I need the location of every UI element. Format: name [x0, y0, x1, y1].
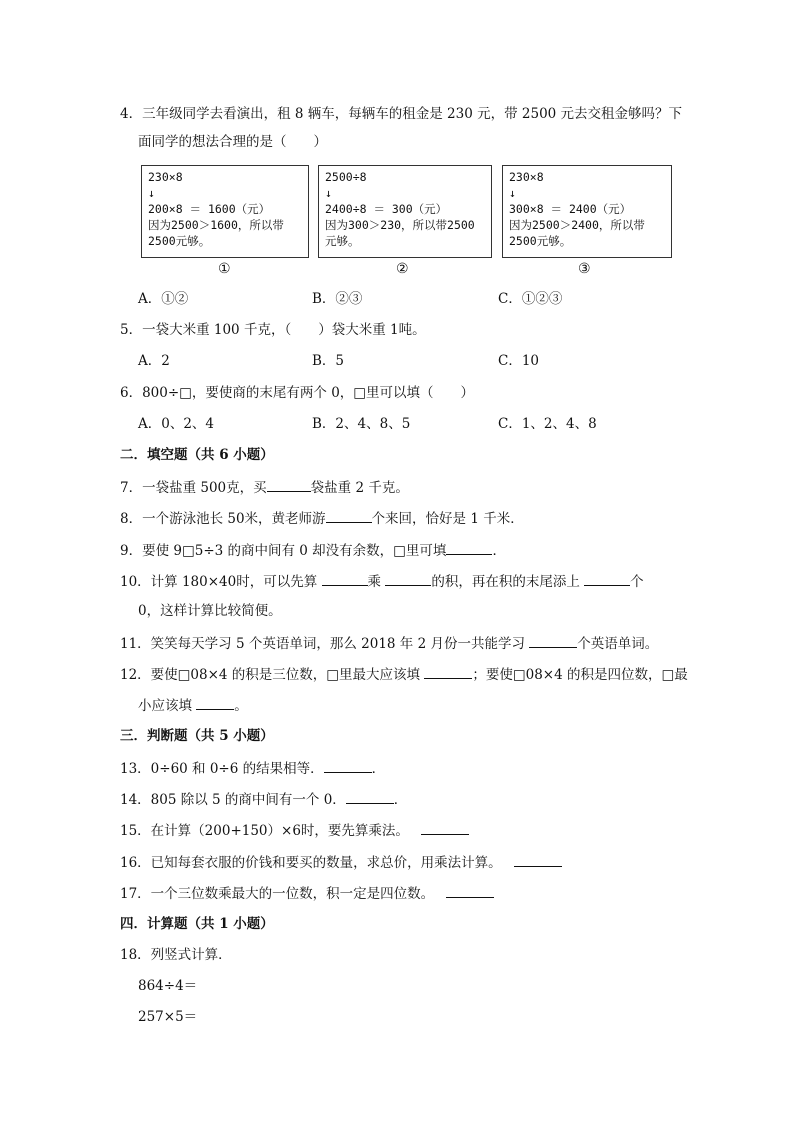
box-label-2: ② [396, 261, 409, 277]
q8 [120, 508, 524, 529]
box-line: 2400÷8 ＝ 300（元） [325, 202, 448, 216]
q13-text-end: ． [371, 761, 386, 777]
q18-expression-1: 864÷4＝ [138, 978, 198, 994]
q12-text: 12．要使□08×4 的积是三位数，□里最大应该填 [120, 667, 425, 683]
box-line: 元够。 [325, 234, 360, 248]
option-c[interactable]: C．1、2、4、8 [498, 416, 597, 432]
box-label-1: ① [218, 261, 231, 277]
q4-box-2 [318, 165, 492, 258]
q14-text-end: ． [393, 792, 408, 808]
q7-text: 7．一袋盐重 500克，买 [120, 480, 267, 496]
option-a[interactable]: A．2 [138, 353, 170, 369]
down-arrow-icon: ↓ [148, 186, 155, 200]
q8-text: 8．一个游泳池长 50米，黄老师游 [120, 511, 326, 527]
answer-blank[interactable] [446, 540, 492, 555]
q9-text: 9．要使 9□5÷3 的商中间有 0 却没有余数，□里可填 [120, 543, 447, 559]
q14-text: 14．805 除以 5 的商中间有一个 0． [120, 792, 346, 808]
answer-blank[interactable] [584, 571, 630, 586]
option-c[interactable]: C．10 [498, 353, 540, 369]
q9 [120, 540, 506, 561]
answer-blank[interactable] [421, 820, 469, 835]
answer-blank[interactable] [324, 758, 372, 773]
q4-line1: 4．三年级同学去看演出，租 8 辆车，每辆车的租金是 230 元，带 2500 元去交租金够吗？下 [120, 106, 683, 122]
option-b[interactable]: B．②③ [312, 291, 363, 307]
q12-text-end: 。 [234, 698, 248, 714]
box-line: 2500元够。 [509, 234, 572, 248]
q10-text-4: 个 [630, 574, 644, 590]
box-line: 因为2500＞1600，所以带 [148, 218, 284, 232]
q12-line2 [138, 695, 248, 716]
q13-text: 13．0÷60 和 0÷6 的结果相等． [120, 761, 324, 777]
q9-text-end: ． [492, 543, 506, 559]
box-line: 200×8 ＝ 1600（元） [148, 202, 271, 216]
answer-blank[interactable] [385, 571, 431, 586]
q5-text: 5．一袋大米重 100 千克，（ ）袋大米重 1吨。 [120, 322, 426, 338]
answer-blank[interactable] [267, 477, 311, 492]
section-heading-fill-in: 二．填空题（共 6 小题） [120, 447, 274, 463]
q6-text: 6．800÷□，要使商的末尾有两个 0，□里可以填（ ） [120, 385, 475, 401]
option-a[interactable]: A．0、2、4 [138, 416, 215, 432]
q12 [120, 664, 688, 685]
box-line: 230×8 [148, 170, 183, 184]
q10-text-2: 乘 [367, 574, 386, 590]
option-b[interactable]: B．5 [312, 353, 345, 369]
q4-box-3 [502, 165, 672, 258]
q10 [120, 571, 644, 592]
answer-blank[interactable] [529, 633, 577, 648]
q4-box-1 [141, 165, 309, 258]
q10-text-3: 的积，再在积的末尾添上 [431, 574, 585, 590]
down-arrow-icon: ↓ [509, 186, 516, 200]
answer-blank[interactable] [326, 508, 372, 523]
q4-line2: 面同学的想法合理的是（ ） [138, 134, 327, 150]
section-heading-calculation: 四．计算题（共 1 小题） [120, 916, 274, 932]
option-b[interactable]: B．2、4、8、5 [312, 416, 411, 432]
q15-text: 15．在计算（200+150）×6时，要先算乘法。 [120, 823, 409, 839]
q18-title: 18．列竖式计算． [120, 947, 232, 963]
q10-text: 10．计算 180×40时，可以先算 [120, 574, 322, 590]
q13 [120, 758, 385, 779]
q17 [120, 883, 494, 904]
q18-expression-2: 257×5＝ [138, 1009, 198, 1025]
box-line: 230×8 [509, 170, 544, 184]
box-line: 2500元够。 [148, 234, 211, 248]
answer-blank[interactable] [424, 664, 472, 679]
option-c[interactable]: C．①②③ [498, 291, 563, 307]
q16 [120, 852, 562, 873]
option-a[interactable]: A．①② [138, 291, 189, 307]
answer-blank[interactable] [196, 695, 234, 710]
q16-text: 16．已知每套衣服的价钱和要买的数量，求总价，用乘法计算。 [120, 855, 502, 871]
q7 [120, 477, 409, 498]
q10-line2: 0，这样计算比较简便。 [138, 603, 282, 619]
box-label-3: ③ [578, 261, 591, 277]
answer-blank[interactable] [446, 883, 494, 898]
q17-text: 17．一个三位数乘最大的一位数，积一定是四位数。 [120, 886, 435, 902]
q11-text-end: 个英语单词。 [577, 636, 659, 652]
q11-text: 11．笑笑每天学习 5 个英语单词，那么 2018 年 2 月份一共能学习 [120, 636, 530, 652]
box-line: 因为2500＞2400，所以带 [509, 218, 645, 232]
answer-blank[interactable] [346, 789, 394, 804]
answer-blank[interactable] [514, 852, 562, 867]
down-arrow-icon: ↓ [325, 186, 332, 200]
q8-text-end: 个来回，恰好是 1 千米． [371, 511, 524, 527]
q14 [120, 789, 407, 810]
q7-text-end: 袋盐重 2 千克。 [310, 480, 409, 496]
answer-blank[interactable] [322, 571, 368, 586]
q11 [120, 633, 658, 654]
q12-text-3: 小应该填 [138, 698, 197, 714]
q12-text-2: ；要使□08×4 的积是四位数，□最 [472, 667, 688, 683]
box-line: 300×8 ＝ 2400（元） [509, 202, 632, 216]
box-line: 2500÷8 [325, 170, 367, 184]
q15 [120, 820, 469, 841]
box-line: 因为300＞230，所以带2500 [325, 218, 475, 232]
section-heading-true-false: 三．判断题（共 5 小题） [120, 728, 274, 744]
